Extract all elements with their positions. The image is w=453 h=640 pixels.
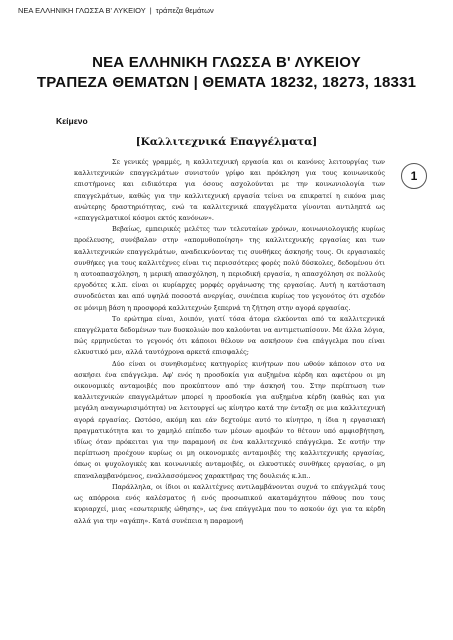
page-title-line1: ΝΕΑ ΕΛΛΗΝΙΚΗ ΓΛΩΣΣΑ Β' ΛΥΚΕΙΟΥ (92, 54, 361, 71)
line-number-marker: 1 (401, 163, 427, 189)
running-header-separator: | (149, 6, 152, 15)
running-header-subtitle: τράπεζα θεμάτων (155, 6, 214, 15)
paragraph-3: Το ερώτημα είναι, λοιπόν, γιατί τόσα άτομα ελκύονται από τα καλλιτεχνικά επαγγέλματα δεδομένων των δυσκολιών που καλούνται να αντιμετωπίσουν. Με άλλα λόγια, πώς ερμηνεύεται το γεγονός ότι κάποιοι θέλουν να ασκήσουν ένα επάγγελμα που είναι ελκυστικό μεν, αλλά ταυτόχρονα αρκετά επισφαλές; (74, 314, 385, 357)
paragraph-4: Δύο είναι οι συνηθισμένες κατηγορίες κινήτρων που ωθούν κάποιον στο να ασκήσει ένα επάγγελμα. Αφ' ενός η προσδοκία για αυξημένα κέρδη και αφετέρου οι μη οικονομικές ανταμοιβές που προκύπτουν από την άσκησή του. Στην περίπτωση των καλλιτεχνικών επαγγελμάτων μπορεί η προσδοκία για αυξημένα κέρδη (καθώς και για μεγάλη αναγνωρισιμότητα) να λειτουργεί ως κίνητρο κατά την ένταξη σε μια καλλιτεχνική αγορά εργασίας. Ωστόσο, ακόμη και εάν δεχτούμε αυτό το κίνητρο, η ίδια η εργασιακή πραγματικότητα και το χαμηλό επίπεδο των μέσων αμοιβών το θέτουν υπό αμφισβήτηση, ιδίως όταν πρόκειται για την παραμονή σε ένα καλλιτεχνικό επάγγελμα. Σε αυτήν την περίπτωση προέχουν κυρίως οι μη οικονομικές ανταμοιβές της καλλιτεχνικής εργασίας, όπως οι ψυχολογικές και κοινωνικές ανταμοιβές, οι ελκυστικές συνθήκες εργασίας, ο μη επαναλαμβανόμενος, εναλλασσόμενος χαρακτήρας της δουλειάς κ.λπ.. (74, 359, 385, 480)
paragraph-5: Παράλληλα, οι ίδιοι οι καλλιτέχνες αντιλαμβάνονται συχνά το επάγγελμά τους ως απόρροια ενός καλέσματος ή ενός προσωπικού ακαταμάχητου πάθους που τους κυριαρχεί, μιας «εσωτερικής ώθησης», ως ένα επάγγελμα που το ασκούν όχι για τα κέρδη αλλά για την «αγάπη». Κατά συνέπεια η παραμονή (74, 482, 385, 525)
paragraph-2: Βεβαίως, εμπειρικές μελέτες των τελευταίων χρόνων, κοινωνιολογικής κυρίως προέλευσης, συνέβαλαν στην «απομυθοποίηση» της καλλιτεχνικής εργασίας και των καλλιτεχνικών επαγγελμάτων, αναδεικνύοντας τις συνθήκες άσκησής τους. Οι εργασιακές συνθήκες για τους καλλιτέχνες είναι τις περισσότερες φορές πολύ δύσκολες, δεδομένου ότι η αυτοαπασχόληση, η μερική απασχόληση, η περιοδική εργασία, η απασχόληση σε πολλούς εργοδότες κ.λπ. είναι οι κυρίαρχες μορφές οργάνωσης της εργασίας. Αυτή η κατάσταση συνοδεύεται και από υψηλά ποσοστά ανεργίας, συνέπεια κυρίως του γεγονότος ότι σχεδόν σε μόνιμη βάση η προσφορά καλλιτεχνών ξεπερνά τη ζήτηση στην αγορά εργασίας. (74, 225, 385, 312)
paragraph-1: Σε γενικές γραμμές, η καλλιτεχνική εργασία και οι κανόνες λειτουργίας των καλλιτεχνικών επαγγελμάτων συνιστούν γρίφο και πρόκληση για τους κοινωνικούς επιστήμονες και ειδικότερα για όσους ασχολούνται με την κοινωνιολογία των επαγγελμάτων, καθώς για την καλλιτεχνική εργασία τείνει να επικρατεί η εικόνα μιας ανώτερης δραστηριότητας, ενώ τα καλλιτεχνικά επαγγέλματα γίνονται αντιληπτά ως «επαγγελματικοί κόσμοι εκτός κανόνων». (74, 158, 385, 223)
text-title: [Καλλιτεχνικά Επαγγέλματα] (135, 136, 318, 148)
running-header (18, 6, 214, 15)
section-label: Κείμενο (56, 116, 88, 126)
page-title-line2: ΤΡΑΠΕΖΑ ΘΕΜΑΤΩΝ | ΘΕΜΑΤΑ 18232, 18273, 18331 (36, 74, 417, 91)
running-header-course: ΝΕΑ ΕΛΛΗΝΙΚΗ ΓΛΩΣΣΑ Β' ΛΥΚΕΙΟΥ (18, 6, 146, 15)
body-text (74, 157, 385, 635)
